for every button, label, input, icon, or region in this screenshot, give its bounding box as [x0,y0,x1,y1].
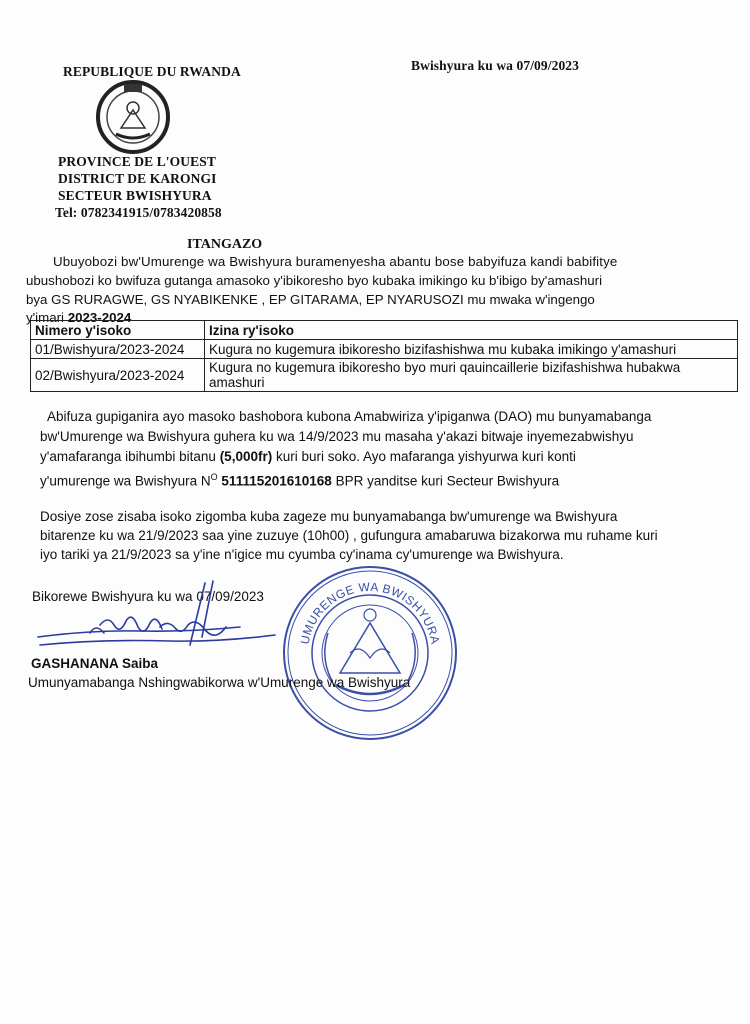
para3-line-1: Dosiye zose zisaba isoko zigomba kuba zageze mu bunyamabanga bw'umurenge wa Bwishyura [40,509,618,524]
para3-line-3: iyo tariki ya 21/9/2023 sa y'ine n'igice mu cyumba cy'inama cy'umurenge wa Bwishyura. [40,547,564,562]
stamp-ring-text: UMURENGE WA BWISHYURA [297,579,443,646]
para2-line-4-a: y'umurenge wa Bwishyura N [40,473,211,489]
sector-heading: SECTEUR BWISHYURA [58,188,212,203]
intro-line-1: Ubuyobozi bw'Umurenge wa Bwishyura buramenyesha abantu bose babyifuza kandi babifitye [53,254,618,269]
document-title: ITANGAZO [187,237,263,252]
fiscal-year: 2023-2024 [67,310,132,325]
province-heading: PROVINCE DE L'OUEST [58,154,216,169]
tender-name: Kugura no kugemura ibikoresho byo muri qauincaillerie bizifashishwa hubakwa amashuri [205,359,738,392]
signatory-name: GASHANANA Saiba [31,656,159,671]
intro-line-3: bya GS RURAGWE, GS NYABIKENKE , EP GITARAMA, EP NYARUSOZI mu mwaka w'ingengo [26,292,595,307]
district-heading: DISTRICT DE KARONGI [58,171,217,186]
coat-of-arms-emblem [94,78,172,156]
done-at-line: Bikorewe Bwishyura ku wa 07/09/2023 [32,589,264,604]
para2-line-4 [40,468,559,491]
republic-heading: REPUBLIQUE DU RWANDA [63,64,241,79]
para2-line-3 [40,448,576,466]
signatory-title: Umunyamabanga Nshingwabikorwa w'Umurenge wa Bwishyura [28,675,411,690]
account-number: 511115201610168 [217,473,332,489]
intro-line-2: ubushobozi ko bwifuza gutanga amasoko y'ibikoresho byo kubaka imikingo ku b'ibigo by'amashuri [26,273,603,288]
svg-text:UMURENGE WA BWISHYURA [298,580,443,646]
para2-line-4-b: BPR yanditse kuri Secteur Bwishyura [331,473,560,489]
para3-line-2: bitarenze ku wa 21/9/2023 saa yine zuzuye (10h00) , gufungura amabaruwa bizakorwa mu ruhame kuri [40,528,658,543]
column-header-number: Nimero y'isoko [31,321,205,340]
tender-number: 02/Bwishyura/2023-2024 [31,359,205,392]
telephone: Tel: 0782341915/0783420858 [55,205,222,220]
column-header-name: Izina ry'isoko [205,321,738,340]
tender-name: Kugura no kugemura ibikoresho bizifashishwa mu kubaka imikingo y'amashuri [205,340,738,359]
para2-line-3-a: y'amafaranga ibihumbi bitanu [40,449,220,464]
fee-amount: (5,000fr) [219,449,273,464]
date-line: Bwishyura ku wa 07/09/2023 [411,58,580,73]
para2-line-1: Abifuza gupiganira ayo masoko bashobora kubona Amabwiriza y'ipiganwa (DAO) mu bunyamabanga [47,409,652,424]
table-row [31,340,738,359]
tender-table [30,320,738,392]
number-superscript: O [210,472,218,482]
official-stamp [280,563,460,743]
para2-line-2: bw'Umurenge wa Bwishyura guhera ku wa 14/9/2023 mu masaha y'akazi bitwaje inyemezabwishyu [40,429,634,444]
tender-number: 01/Bwishyura/2023-2024 [31,340,205,359]
intro-line-4-prefix: y'imari [26,310,68,325]
table-header-row [31,321,738,340]
para2-line-3-b: kuri buri soko. Ayo mafaranga yishyurwa kuri konti [272,449,576,464]
table-row [31,359,738,392]
